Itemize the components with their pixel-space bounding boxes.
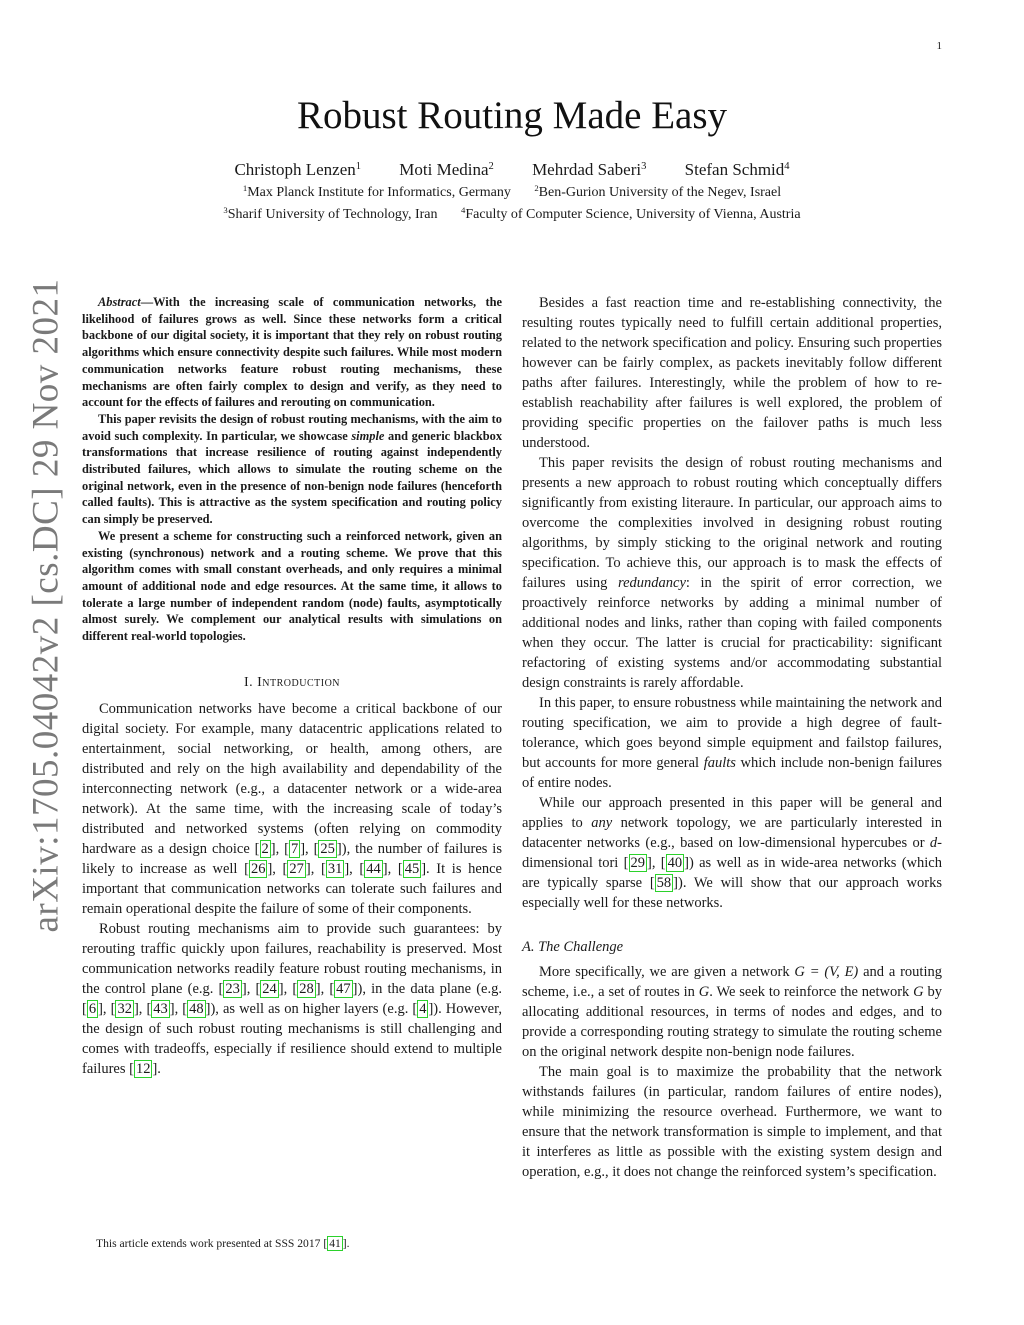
body-paragraph: While our approach presented in this paper will be general and applies to any network topology, we are particularly interested in datacenter networks (e.g., based on low-dimensional hypercubes or d-dimensional tori [ 29 ], [ 40 ]) as well as in wide-area networks (which are typically sparse [ 58 ]). We will show that our approach works especially well for these networks.: [522, 795, 942, 911]
arxiv-stamp: [12, 260, 80, 950]
body-paragraph: More specifically, we are given a network G = (V, E) and a routing scheme, i.e., a set of routes in G. We seek to reinforce the network G by allocating additional resources, in terms of nodes and edges, and to provide a corresponding routing strategy to simulate the routing scheme on the original network despite non-benign node failures.: [522, 964, 942, 1060]
subsection-heading-challenge: A. The Challenge: [522, 939, 624, 955]
citation-link[interactable]: 6: [88, 1000, 97, 1017]
affiliations-row-1: [0, 185, 1024, 201]
affiliation: $^2$Ben-Gurion University of the Negev, Israel: [534, 183, 782, 200]
math-inline: G: [698, 984, 710, 1000]
citation-link[interactable]: 43: [153, 1000, 168, 1017]
citation-link[interactable]: 41: [329, 1237, 341, 1250]
body-paragraph: Besides a fast reaction time and re-establishing connectivity, the resulting routes typically need to fulfill certain additional properties, related to the network specification and policy. Ensuring such properties however can be fairly complex, as packets inevitably follow different paths after failures. Interestingly, while the problem of how to re-establish reachability after failures is well explored, the problem of providing specific properties on the failover paths is much less understood.: [522, 295, 942, 451]
citation-link[interactable]: 7: [290, 840, 299, 857]
left-column: [82, 294, 502, 1079]
abstract-paragraph: We present a scheme for constructing such a reinforced network, given an existing (synchronous) network and a routing scheme. We prove that this algorithm comes with small constant overheads, and only requires a minimal amount of additional node and edge resources. At the same time, it allows to tolerate a large number of independent random (node) faults, asymptotically almost surely. We complement our analytical results with simulations on different real-world topologies.: [82, 528, 502, 644]
author: Moti Medina$^2$: [399, 160, 494, 179]
introduction-body-continued: [522, 293, 942, 913]
abstract-paragraph: This paper revisits the design of robust routing mechanisms, with the aim to avoid such complexity. In particular, we showcase simple and generic blackbox transformations that increase resilience of routing against independently distributed failures, which allows to simulate the routing scheme on the original network, even in the presence of non-benign node failures (henceforth called faults). This is attractive as the system specification and routing policy can simply be preserved.: [82, 411, 503, 527]
citation-link[interactable]: 12: [135, 1060, 151, 1077]
introduction-body: [82, 699, 502, 1079]
citation-link[interactable]: 25: [320, 840, 335, 857]
citation-link[interactable]: 58: [656, 875, 672, 891]
citation-link[interactable]: 32: [117, 1000, 132, 1017]
citation-link[interactable]: 24: [262, 980, 277, 997]
author: Mehrdad Saberi$^3$: [532, 160, 647, 179]
citation-link[interactable]: 48: [189, 1000, 204, 1017]
author: Stefan Schmid$^4$: [684, 160, 790, 179]
affiliation: $^1$Max Planck Institute for Informatics, Germany: [242, 183, 511, 200]
citation-link[interactable]: 27: [289, 860, 304, 877]
citation-link[interactable]: 2: [261, 840, 269, 857]
citation-link[interactable]: 28: [299, 980, 314, 997]
body-paragraph: This paper revisits the design of robust routing mechanisms and presents a new approach to robust routing which conceptually differs significantly from existing literaure. In particular, our approach aims to overcome the complexities involved in designing robust routing algorithms, by simply sticking to the original network and routing specification. To achieve this, our approach is to mask the effects of failures using redundancy: in the spirit of error correction, we proactively reinforce networks by adding a minimal number of additional nodes and links, rather than coping with failed components when they occur. The latter is crucial for practicability: significant refactoring of existing systems and/or accommodating substantial design constraints is rarely affordable.: [522, 455, 942, 691]
author-list: [0, 160, 1024, 180]
arxiv-id: arXiv:1705.04042v2 [cs.DC] 29 Nov 2021: [25, 277, 67, 933]
citation-link[interactable]: 40: [667, 855, 683, 871]
math-inline: G = (V, E): [794, 964, 859, 980]
author: Christoph Lenzen$^1$: [234, 160, 362, 179]
citation-link[interactable]: 47: [336, 980, 351, 997]
citation-link[interactable]: 26: [250, 860, 266, 877]
citation-link[interactable]: 4: [419, 1000, 427, 1017]
page-number: 1: [936, 40, 942, 52]
citation-link[interactable]: 45: [404, 860, 420, 877]
abstract-paragraph: Abstract—With the increasing scale of communication networks, the likelihood of failures grows as well. Since these networks form a critical backbone of our digital society, it is important that they rely on robust routing algorithms which ensure connectivity despite such failures. While most modern communication networks feature robust routing mechanisms, these mechanisms are often fairly complex to design and verify, as they need to account for the effects of failures and rerouting on communication.: [82, 295, 502, 410]
paper-title: Robust Routing Made Easy: [296, 94, 728, 137]
challenge-body: [522, 962, 942, 1182]
abstract: [82, 294, 502, 645]
body-paragraph: Robust routing mechanisms aim to provide such guarantees: by rerouting traffic quickly upon failures, reachability is preserved. Most communication networks readily feature robust routing mechanisms, in the control plane (e.g. [ 23 ], [ 24 ], [ 28 ], [ 47 ]), in the data plane (e.g. [ 6 ], [ 32 ], [ 43 ], [ 48 ]), as well as on higher layers (e.g. [ 4 ]). However, the design of such robust routing mechanisms is still challenging and comes with tradeoffs, especially if resilience should extend to multiple failures [ 12 ].: [82, 920, 502, 1077]
affiliations-row-2: [0, 207, 1024, 223]
section-heading-introduction: I. Introduction: [243, 674, 341, 690]
citation-link[interactable]: 44: [366, 860, 381, 877]
affiliation: $^4$Faculty of Computer Science, University of Vienna, Austria: [461, 205, 801, 222]
body-paragraph: In this paper, to ensure robustness while maintaining the network and routing specification, we aim to provide a high degree of fault-tolerance, which goes beyond simple equipment and failstop failures, but accounts for more general faults which include non-benign failures of entire nodes.: [522, 695, 943, 791]
footnote: This article extends work presented at SSS 2017 [ 41 ].: [96, 1237, 350, 1250]
affiliation: $^3$Sharif University of Technology, Iran: [223, 205, 438, 222]
body-paragraph: The main goal is to maximize the probability that the network withstands failures (in particular, random failures of entire nodes), while minimizing the resource overhead. Furthermore, we want to ensure that the network transformation is simple to implement, and that it interferes as little as possible with the existing system design and operation, e.g., it does not change the reinforced system’s specification.: [522, 1064, 942, 1180]
math-inline: G: [913, 984, 924, 1000]
abstract-label: Abstract: [98, 295, 141, 309]
right-column: [522, 293, 942, 1182]
citation-link[interactable]: 23: [225, 980, 240, 997]
body-paragraph: Communication networks have become a critical backbone of our digital society. For example, many datacentric applications related to entertainment, social networking, or health, among others, are distributed and rely on the high availability and dependability of the interconnecting network (e.g., a datacenter network or a wide-area network). At the same time, with the increasing scale of today’s distributed and networked systems (often relying on commodity hardware as a design choice [ 2 ], [ 7 ], [ 25 ]), the number of failures is likely to increase as well [ 26 ], [ 27 ], [ 31 ], [ 44 ], [ 45 ]. It is hence important that communication networks can tolerate such failures and remain operational despite the failure of some of their components.: [82, 700, 502, 917]
citation-link[interactable]: 29: [630, 855, 645, 871]
citation-link[interactable]: 31: [327, 860, 343, 877]
